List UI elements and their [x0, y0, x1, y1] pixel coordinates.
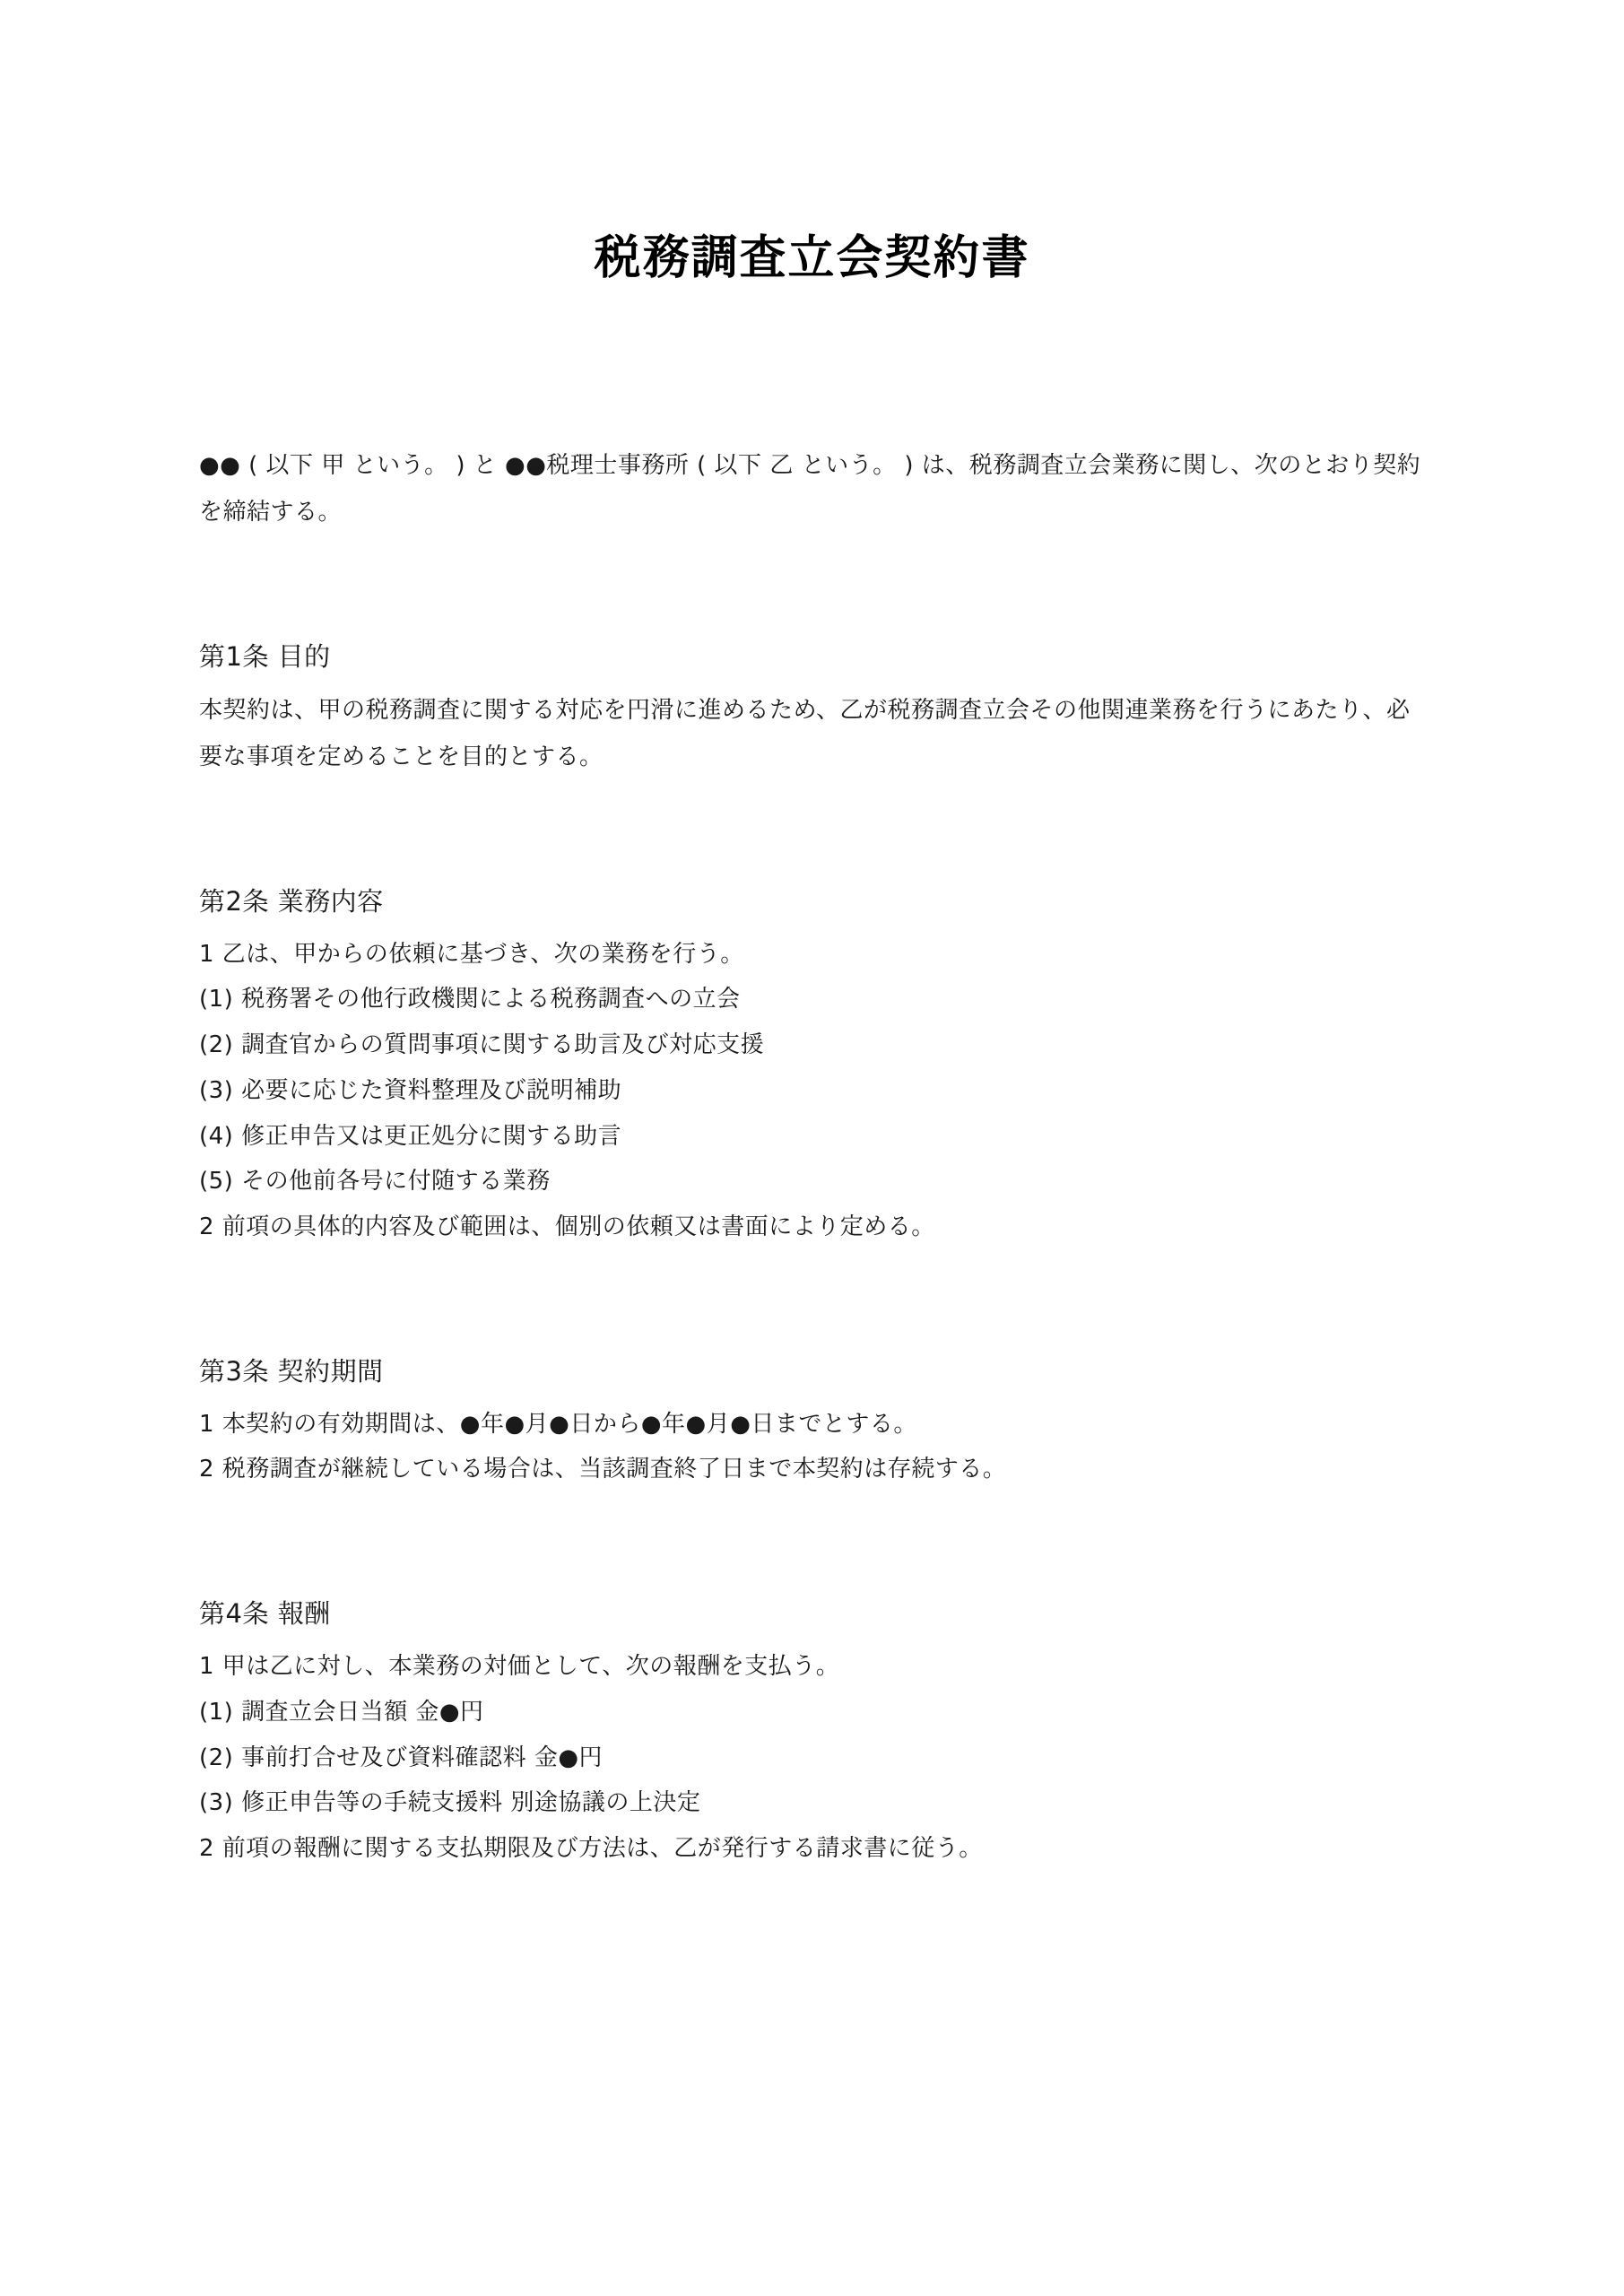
article-2-line-5: (4) 修正申告又は更正処分に関する助言 [199, 1122, 622, 1150]
article-1-heading: 第1条 目的 [199, 640, 331, 672]
article-2-line-1: 1 乙は、甲からの依頼に基づき、次の業務を行う。 [199, 940, 744, 968]
article-2-line-6: (5) その他前各号に付随する業務 [199, 1168, 551, 1196]
article-2-line-3: (2) 調査官からの質問事項に関する助言及び対応支援 [199, 1031, 765, 1059]
article-4-line-3: (2) 事前打合せ及び資料確認料 金●円 [199, 1744, 604, 1771]
article-4-line-5: 2 前項の報酬に関する支払期限及び方法は、乙が発行する請求書に従う。 [199, 1834, 983, 1862]
article-4-heading: 第4条 報酬 [199, 1598, 331, 1630]
preamble-paragraph: ●● ( 以下 甲 という。 ) と ●●税理士事務所 ( 以下 乙 という。 ) は、税務調査立会業務に関し、次のとおり契約を締結する。 [199, 451, 1421, 526]
article-1-body: 本契約は、甲の税務調査に関する対応を円滑に進めるため、乙が税務調査立会その他関連業務を行うにあたり、必要な事項を定めることを目的とする。 [199, 696, 1411, 770]
article-2-line-4: (3) 必要に応じた資料整理及び説明補助 [199, 1076, 622, 1104]
article-3-line-1: 1 本契約の有効期間は、●年●月●日から●年●月●日までとする。 [199, 1410, 917, 1438]
article-2 [199, 877, 1425, 1250]
article-3-heading: 第3条 契約期間 [199, 1355, 384, 1387]
article-3 [199, 1347, 1425, 1492]
article-4-line-2: (1) 調査立会日当額 金●円 [199, 1698, 484, 1726]
article-1 [199, 632, 1425, 780]
article-4-line-1: 1 甲は乙に対し、本業務の対価として、次の報酬を支払う。 [199, 1653, 840, 1681]
article-4 [199, 1589, 1425, 1872]
page-title: 税務調査立会契約書 [594, 231, 1030, 285]
article-4-line-4: (3) 修正申告等の手続支援料 別途協議の上決定 [199, 1789, 701, 1817]
article-2-line-7: 2 前項の具体的内容及び範囲は、個別の依頼又は書面により定める。 [199, 1213, 935, 1240]
article-2-heading: 第2条 業務内容 [199, 885, 384, 917]
article-2-line-2: (1) 税務署その他行政機関による税務調査への立会 [199, 986, 741, 1013]
article-3-line-2: 2 税務調査が継続している場合は、当該調査終了日まで本契約は存続する。 [199, 1456, 1007, 1483]
